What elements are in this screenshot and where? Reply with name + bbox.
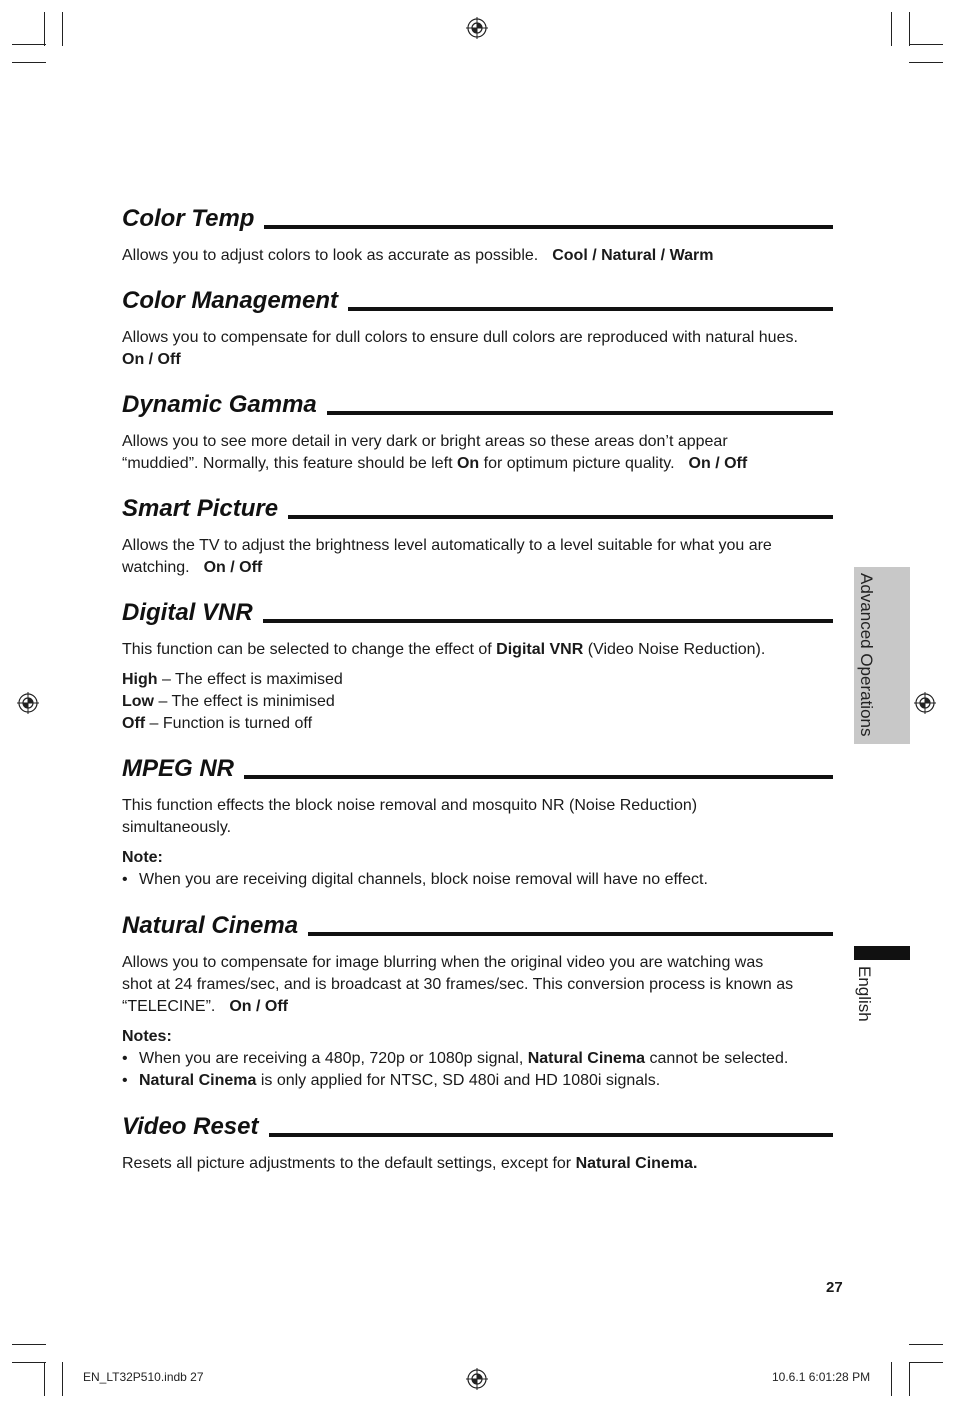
page-number: 27 bbox=[826, 1279, 843, 1296]
crop-mark bbox=[12, 62, 46, 63]
english-tab-bar bbox=[854, 946, 910, 960]
options-text: On / Off bbox=[229, 998, 288, 1015]
section-title: Color Temp bbox=[122, 205, 255, 232]
english-label: English bbox=[855, 966, 874, 1022]
list-item: Off – Function is turned off bbox=[122, 715, 313, 732]
options-text: On / Off bbox=[122, 351, 181, 368]
section-title: Dynamic Gamma bbox=[122, 391, 317, 418]
crop-mark bbox=[44, 1362, 45, 1396]
section-mpeg-nr bbox=[122, 753, 833, 891]
title-rule bbox=[263, 619, 833, 623]
footer-file: EN_LT32P510.indb 27 bbox=[83, 1370, 204, 1384]
section-description: Allows you to adjust colors to look as accurate as possible. Cool / Natural / Warm bbox=[122, 247, 714, 264]
crop-mark bbox=[62, 1362, 63, 1396]
section-color-management bbox=[122, 285, 833, 371]
registration-mark-icon bbox=[17, 692, 39, 714]
title-rule bbox=[348, 307, 833, 311]
options-text: On / Off bbox=[203, 559, 263, 576]
crop-mark bbox=[909, 1344, 943, 1345]
crop-mark bbox=[909, 12, 910, 46]
section-description: “muddied”. Normally, this feature should be left On for optimum picture quality. On / Off bbox=[122, 455, 748, 472]
registration-mark-icon bbox=[914, 692, 936, 714]
section-smart-picture bbox=[122, 493, 833, 579]
section-description: shot at 24 frames/sec, and is broadcast at 30 frames/sec. This conversion process is known as bbox=[122, 976, 794, 993]
crop-mark bbox=[909, 1362, 943, 1363]
options-text: On / Off bbox=[688, 455, 748, 472]
section-description: Allows the TV to adjust the brightness level automatically to a level suitable for what you are bbox=[122, 537, 772, 554]
note-label: Notes: bbox=[122, 1028, 172, 1045]
crop-mark bbox=[12, 44, 46, 45]
title-rule bbox=[308, 932, 833, 936]
section-digital-vnr bbox=[122, 597, 833, 735]
crop-mark bbox=[12, 1344, 46, 1345]
options-text: Cool / Natural / Warm bbox=[552, 247, 714, 264]
section-description: This function effects the block noise removal and mosquito NR (Noise Reduction) bbox=[122, 797, 698, 814]
crop-mark bbox=[891, 1362, 892, 1396]
note-label: Note: bbox=[122, 849, 163, 866]
list-item: • When you are receiving a 480p, 720p or 1080p signal, Natural Cinema cannot be selected. bbox=[122, 1050, 789, 1067]
list-item: Low – The effect is minimised bbox=[122, 693, 335, 710]
section-title: Digital VNR bbox=[122, 599, 253, 626]
section-description: watching. On / Off bbox=[122, 559, 263, 576]
footer-datetime: 10.6.1 6:01:28 PM bbox=[772, 1370, 871, 1384]
section-description: simultaneously. bbox=[122, 819, 232, 836]
section-title: Smart Picture bbox=[122, 495, 279, 522]
title-rule bbox=[244, 775, 833, 779]
section-title: Color Management bbox=[122, 287, 339, 314]
section-description: Allows you to compensate for dull colors to ensure dull colors are reproduced with natural hues. bbox=[122, 329, 798, 346]
registration-mark-icon bbox=[466, 17, 488, 39]
registration-mark-icon bbox=[466, 1368, 488, 1390]
crop-mark bbox=[62, 12, 63, 46]
section-color-temp bbox=[122, 203, 833, 267]
crop-mark bbox=[44, 12, 45, 46]
list-item: • When you are receiving digital channels, block noise removal will have no effect. bbox=[122, 871, 708, 888]
section-description: Allows you to see more detail in very dark or bright areas so these areas don’t appear bbox=[122, 433, 728, 450]
list-item: High – The effect is maximised bbox=[122, 671, 343, 688]
list-item: • Natural Cinema is only applied for NTSC, SD 480i and HD 1080i signals. bbox=[122, 1072, 661, 1089]
section-title: MPEG NR bbox=[122, 755, 235, 782]
crop-mark bbox=[909, 44, 943, 45]
title-rule bbox=[288, 515, 833, 519]
section-description: Allows you to compensate for image blurring when the original video you are watching was bbox=[122, 954, 764, 971]
section-description: This function can be selected to change the effect of Digital VNR (Video Noise Reduction). bbox=[122, 641, 766, 658]
section-dynamic-gamma bbox=[122, 389, 833, 475]
title-rule bbox=[327, 411, 833, 415]
section-title: Video Reset bbox=[122, 1113, 259, 1140]
title-rule bbox=[269, 1133, 834, 1137]
section-description: Resets all picture adjustments to the default settings, except for Natural Cinema. bbox=[122, 1155, 698, 1172]
crop-mark bbox=[909, 1362, 910, 1396]
section-description: “TELECINE”. On / Off bbox=[122, 998, 288, 1015]
advanced-operations-label: Advanced Operations bbox=[857, 573, 876, 737]
section-video-reset bbox=[122, 1111, 833, 1175]
title-rule bbox=[264, 225, 833, 229]
crop-mark bbox=[909, 62, 943, 63]
section-title: Natural Cinema bbox=[122, 912, 299, 939]
crop-mark bbox=[12, 1362, 46, 1363]
section-natural-cinema bbox=[122, 910, 833, 1092]
crop-mark bbox=[891, 12, 892, 46]
